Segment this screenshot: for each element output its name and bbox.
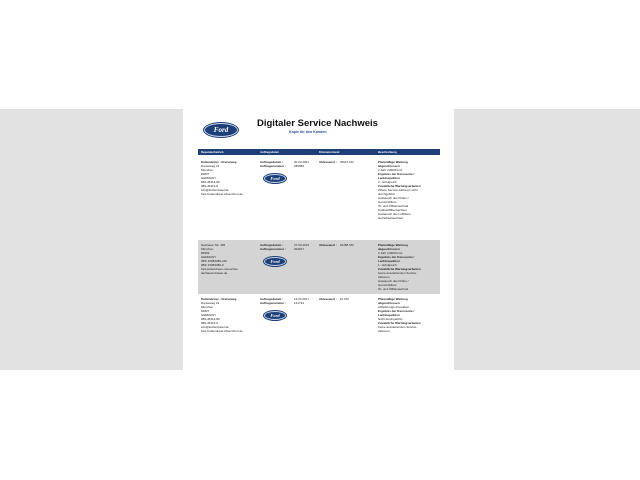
workshop-line: ford-Kuttendreier-Muenchen.de bbox=[201, 192, 243, 196]
description-line: 2 Jahr (30000 km) bbox=[378, 168, 403, 172]
workshop-line: 089-45313-0 bbox=[201, 321, 219, 325]
mileage-value: 45927 KM bbox=[339, 160, 354, 164]
description-line: Offene Service-Aktionen nicht bbox=[378, 188, 418, 192]
description-line: Austausch des Pollen / bbox=[378, 279, 409, 283]
workshop-line: Kuttendreier - Dreiseweg bbox=[201, 297, 237, 301]
order-data bbox=[260, 160, 309, 183]
header-description: Beschreibung bbox=[378, 150, 397, 154]
workshop-line: Dreiseweg 21 bbox=[201, 164, 220, 168]
description-line: Nicht durchgeführt bbox=[378, 317, 403, 321]
description-line: Öl- und Ölfilterwechsel bbox=[378, 204, 409, 208]
order-date-value: 30.03.2021 bbox=[294, 160, 310, 164]
workshop-line: München bbox=[201, 247, 214, 251]
table-row bbox=[198, 294, 440, 346]
description-line: Aktionen bbox=[378, 329, 390, 333]
description-line: Getriebeölwechsel bbox=[378, 216, 403, 220]
mileage bbox=[319, 297, 349, 301]
mileage bbox=[319, 243, 354, 247]
workshop-line: Dreiseweg 21 bbox=[201, 301, 220, 305]
workshop-line: ford-Kuttendreier-Muenchen.de bbox=[201, 329, 243, 333]
description-line: Ablieferungs-Inspektion bbox=[378, 305, 410, 309]
ford-logo: Ford bbox=[264, 257, 286, 266]
mileage-label: Ablesewert : bbox=[319, 243, 337, 247]
order-date-value: 13.03.2017 bbox=[294, 297, 310, 301]
service-description bbox=[378, 297, 421, 333]
workshop-line: GERMANY bbox=[201, 255, 217, 259]
mileage bbox=[319, 160, 354, 164]
description-line: Keine ausstehenden Service- bbox=[378, 271, 418, 275]
order-number-value: 141734 bbox=[294, 301, 305, 305]
header-workshop: Reparaturbetrieb bbox=[201, 150, 224, 154]
description-line: Planmäßige Wartung bbox=[378, 160, 408, 164]
ford-logo: Ford bbox=[264, 174, 286, 183]
description-line: Lackinspektion bbox=[378, 259, 400, 263]
description-line: Zusätzliche Wartungsarbeiten bbox=[378, 267, 421, 271]
description-line: Keine ausstehenden Service- bbox=[378, 325, 418, 329]
description-line: Planmäßige Wartung bbox=[378, 297, 408, 301]
description-line: 1 - Erfolgreich bbox=[378, 263, 397, 267]
header-order-data: Auftragsdaten bbox=[260, 150, 279, 154]
description-line: Austausch des Luftfilters bbox=[378, 212, 411, 216]
description-line: abgeschlossen bbox=[378, 301, 400, 305]
description-line: Kraftstofffilterwechsel bbox=[378, 208, 407, 212]
description-line: Ergebnis der Karosserie / bbox=[378, 172, 415, 176]
description-line: 2 Jahr (30000 km) bbox=[378, 251, 403, 255]
workshop-line: 089-45313-0 bbox=[201, 184, 219, 188]
workshop-line: dachauerstrasse.de bbox=[201, 271, 228, 275]
description-line: Aktionen bbox=[378, 275, 390, 279]
service-description bbox=[378, 160, 421, 220]
table-header bbox=[198, 149, 440, 155]
document-page bbox=[183, 109, 454, 370]
workshop-address bbox=[201, 297, 243, 333]
workshop-line: GERMANY bbox=[201, 313, 217, 317]
order-number bbox=[260, 247, 309, 251]
description-line: Austausch des Pollen / bbox=[378, 196, 409, 200]
order-number-label: Auftragsnummer : bbox=[260, 164, 287, 168]
description-line: Ergebnis der Karosserie / bbox=[378, 255, 415, 259]
workshop-line: München bbox=[201, 305, 214, 309]
description-line: Zusätzliche Wartungsarbeiten bbox=[378, 321, 421, 325]
workshop-address bbox=[201, 160, 243, 196]
workshop-line: info@kuttendreier.de bbox=[201, 325, 229, 329]
description-line: abgeschlossen bbox=[378, 247, 400, 251]
workshop-line: 089-45313-80 bbox=[201, 180, 220, 184]
order-number bbox=[260, 164, 309, 168]
description-line: Zusätzliche Wartungsarbeiten bbox=[378, 184, 421, 188]
mileage-value: 22458 KM bbox=[339, 243, 354, 247]
workshop-line: 80993 bbox=[201, 251, 210, 255]
workshop-line: 81827 bbox=[201, 172, 210, 176]
description-line: Geruchsfilters bbox=[378, 283, 397, 287]
order-data bbox=[260, 297, 309, 320]
order-date-value: 27.03.2019 bbox=[294, 243, 310, 247]
order-date-label: Auftragsdatum : bbox=[260, 243, 284, 247]
workshop-line: ford-kuttendreier-muenchen bbox=[201, 267, 239, 271]
order-number-value: 280580 bbox=[294, 164, 305, 168]
order-number bbox=[260, 301, 309, 305]
description-line: Geruchsfilters bbox=[378, 200, 397, 204]
service-description bbox=[378, 243, 421, 291]
order-date-label: Auftragsdatum : bbox=[260, 160, 284, 164]
table-row bbox=[198, 157, 440, 236]
ford-logo: Ford bbox=[204, 123, 238, 137]
order-number-label: Auftragsnummer : bbox=[260, 301, 287, 305]
workshop-line: Dachauer Str. 465 bbox=[201, 243, 226, 247]
mileage-label: Ablesewert : bbox=[319, 297, 337, 301]
order-date-label: Auftragsdatum : bbox=[260, 297, 284, 301]
mileage-value: 10 KM bbox=[339, 297, 349, 301]
workshop-line: Kuttendreier - Dreiseweg bbox=[201, 160, 237, 164]
description-line: abgeschlossen bbox=[378, 164, 400, 168]
description-line: 2 - Erfolgreich bbox=[378, 180, 397, 184]
mileage-label: Ablesewert : bbox=[319, 160, 337, 164]
workshop-line: 81827 bbox=[201, 309, 210, 313]
workshop-line: 089/ 15083380-0 bbox=[201, 263, 224, 267]
description-line: durchgeführt bbox=[378, 192, 395, 196]
order-number-value: 202917 bbox=[294, 247, 305, 251]
workshop-line: GERMANY bbox=[201, 176, 217, 180]
workshop-address bbox=[201, 243, 238, 275]
document-subtitle: Kopie für den Kunden bbox=[289, 130, 327, 134]
description-line: Planmäßige Wartung bbox=[378, 243, 408, 247]
description-line: Öl- und Ölfilterwechsel bbox=[378, 287, 409, 291]
document-title: Digitaler Service Nachweis bbox=[257, 118, 378, 129]
header-mileage: Kilometerstand bbox=[319, 150, 340, 154]
workshop-line: 089-45313-80 bbox=[201, 317, 220, 321]
table-row bbox=[198, 240, 440, 294]
workshop-line: info@kuttendreier.de bbox=[201, 188, 229, 192]
description-line: Lackinspektion bbox=[378, 176, 400, 180]
workshop-line: München bbox=[201, 168, 214, 172]
order-number-label: Auftragsnummer : bbox=[260, 247, 287, 251]
order-data bbox=[260, 243, 309, 266]
ford-logo: Ford bbox=[264, 311, 286, 320]
workshop-line: 089/ 15083380-240 bbox=[201, 259, 228, 263]
description-line: Lackinspektion bbox=[378, 313, 400, 317]
description-line: Ergebnis der Karosserie / bbox=[378, 309, 415, 313]
